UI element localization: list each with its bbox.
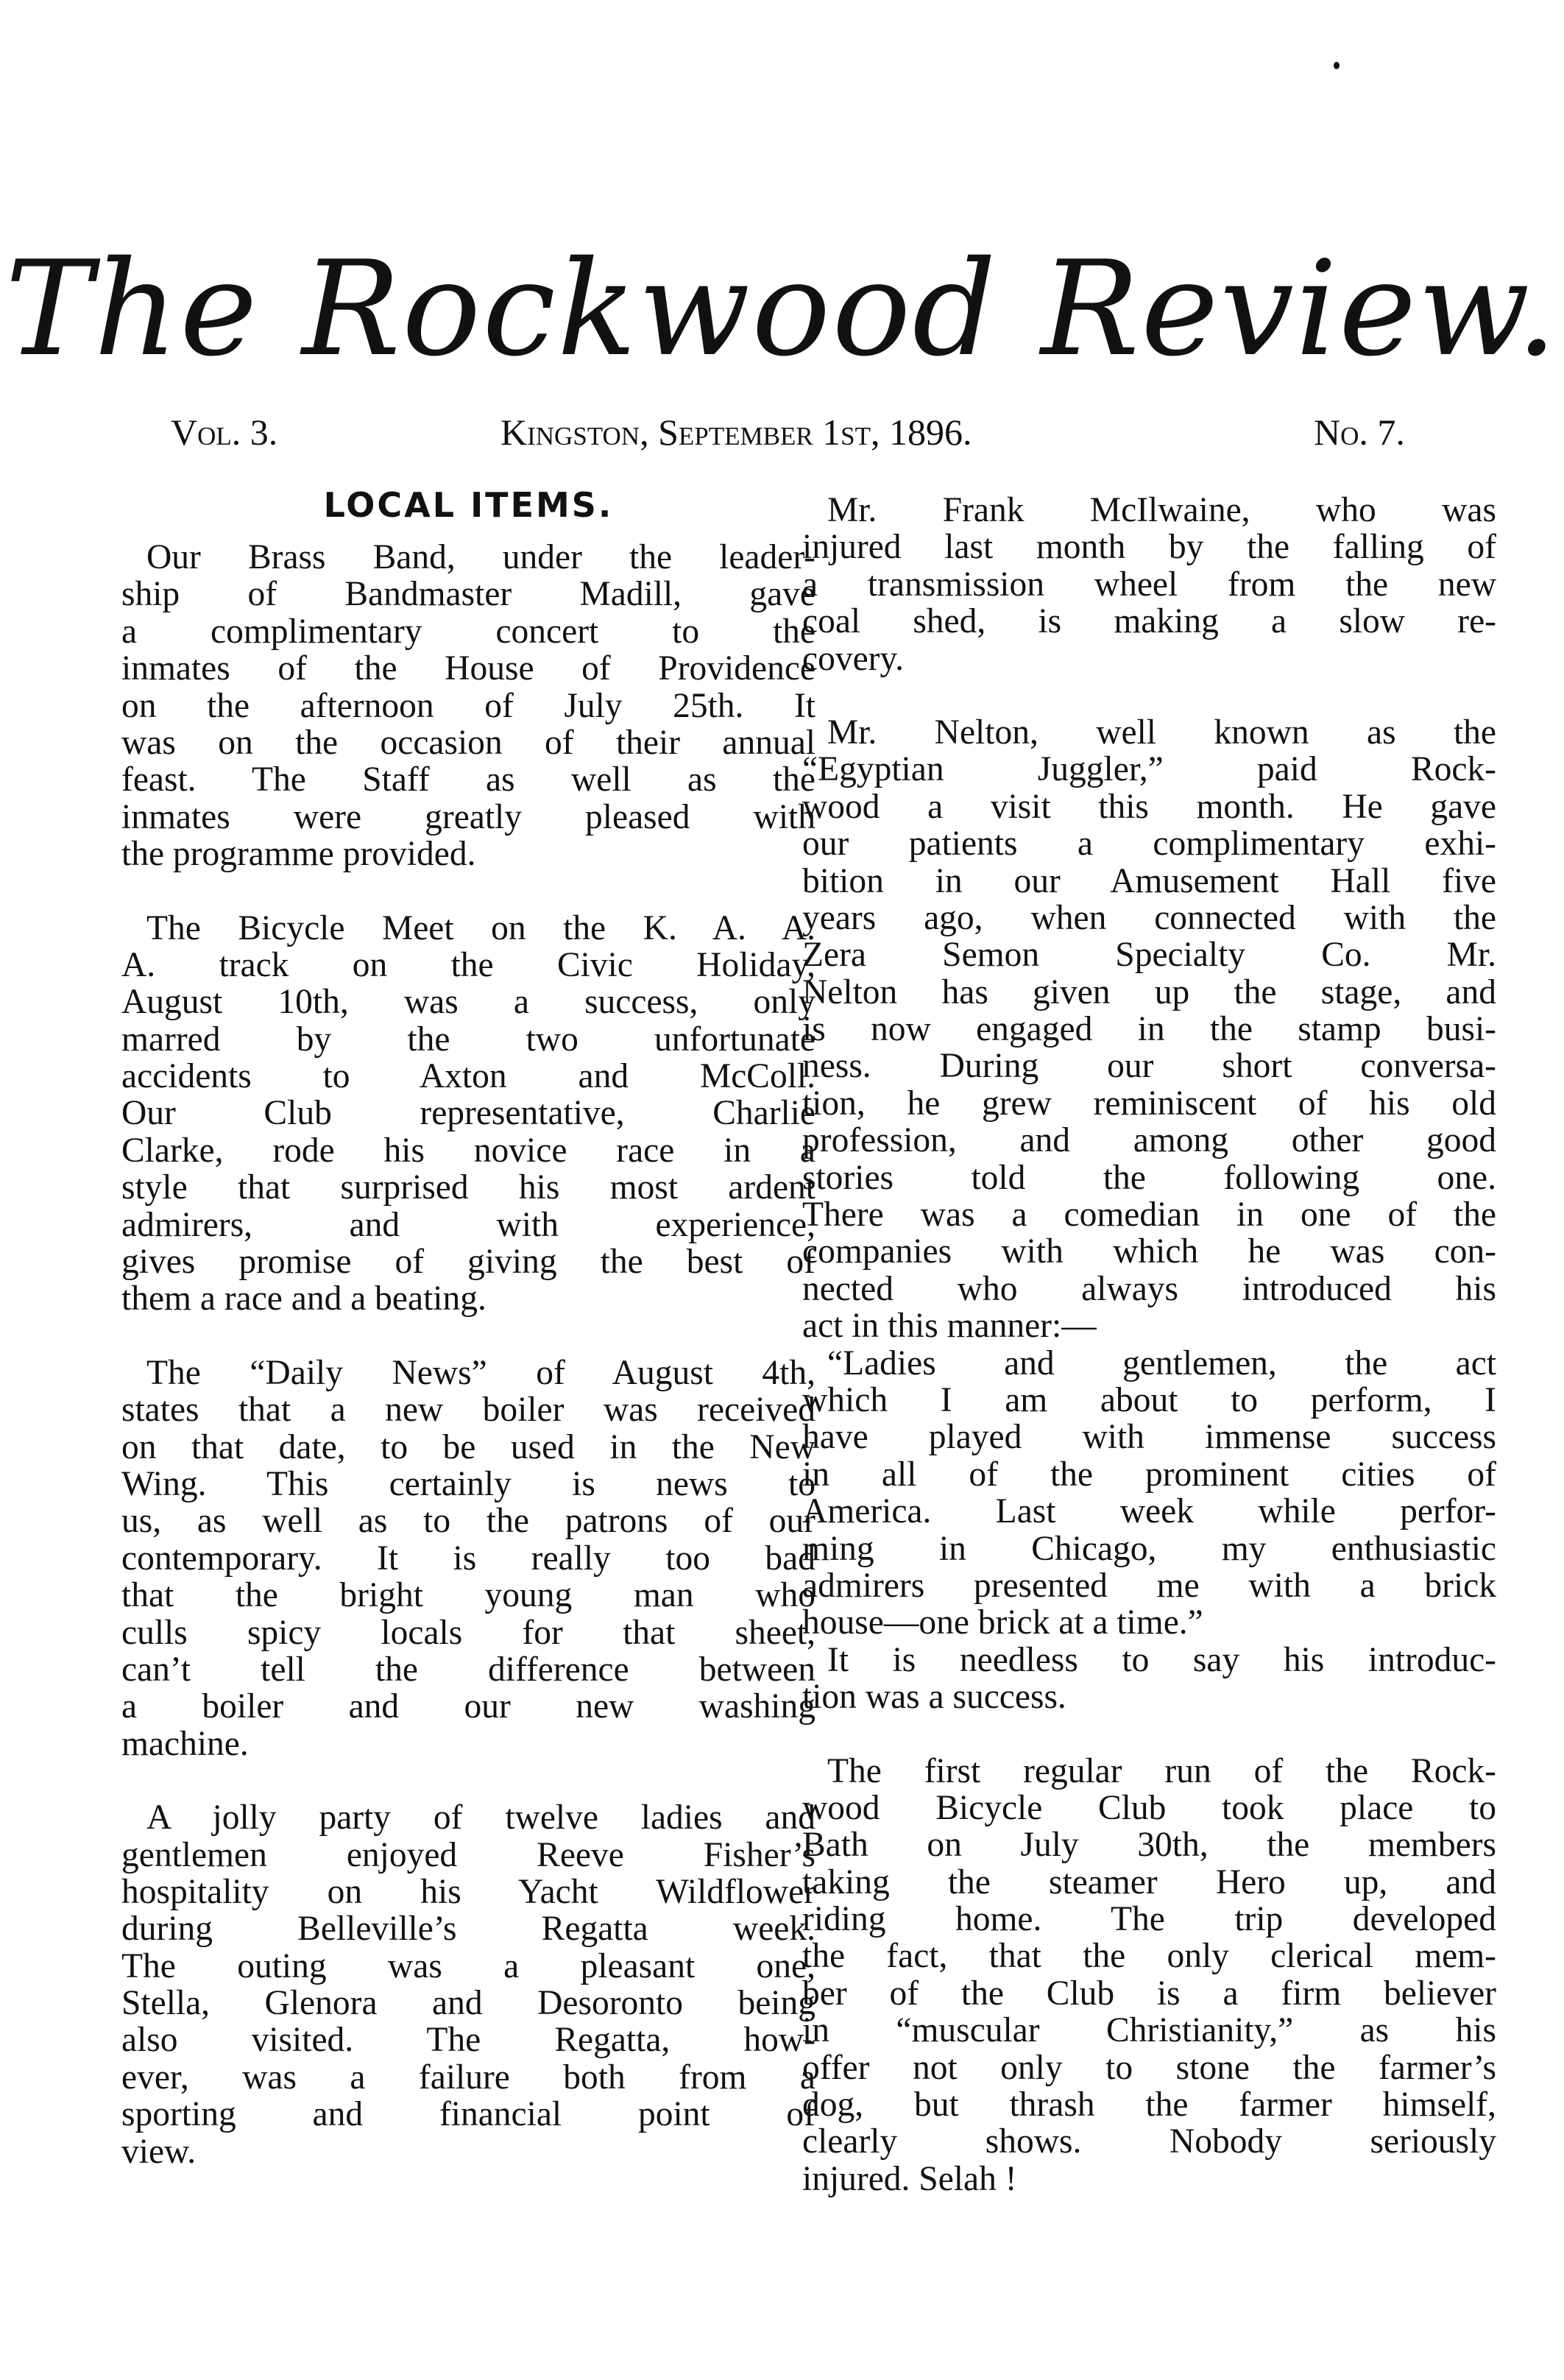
text-line: sporting and financial point of [121, 2095, 815, 2134]
text-line: which I am about to perform, I [802, 1380, 1496, 1419]
article-comedian-quote [802, 1345, 1496, 1642]
text-line: wood a visit this month. He gave [802, 787, 1496, 826]
page-speck [1334, 62, 1340, 69]
text-line: the fact, that the only clerical mem- [802, 1937, 1496, 1976]
text-line: act in this manner:— [802, 1307, 1097, 1346]
text-line: hospitality on his Yacht Wildflower [121, 1872, 815, 1911]
text-line: them a race and a beating. [121, 1279, 486, 1318]
text-line: gives promise of giving the best of [121, 1243, 815, 1282]
text-line: feast. The Staff as well as the [121, 760, 815, 799]
text-line: on the afternoon of July 25th. It [121, 686, 815, 725]
article-brass-band [121, 539, 815, 873]
text-line: that the bright young man who [121, 1576, 815, 1615]
article-daily-news [121, 1355, 815, 1762]
issue-number: No. 7. [1314, 412, 1405, 453]
text-line: nected who always introduced his [802, 1269, 1496, 1308]
text-line: covery. [802, 639, 905, 678]
text-line: clearly shows. Nobody seriously [802, 2122, 1496, 2161]
text-line: wood Bicycle Club took place to [802, 1788, 1496, 1827]
text-line: in all of the prominent cities of [802, 1455, 1496, 1494]
text-line: riding home. The trip developed [802, 1900, 1496, 1939]
text-line: The first regular run of the Rock- [827, 1751, 1496, 1790]
text-line: contemporary. It is really too bad [121, 1539, 815, 1578]
text-line: Mr. Frank McIlwaine, who was [827, 491, 1496, 529]
text-line: ship of Bandmaster Madill, gave [121, 575, 815, 614]
text-line: The “Daily News” of August 4th, [146, 1353, 815, 1392]
article-introduction-success [802, 1642, 1496, 1716]
text-line: taking the steamer Hero up, and [802, 1862, 1496, 1901]
text-line: ber of the Club is a firm believer [802, 1974, 1496, 2013]
text-line: view. [121, 2132, 197, 2171]
text-line: bition in our Amusement Hall five [802, 861, 1496, 900]
text-line: dog, but thrash the farmer himself, [802, 2086, 1496, 2125]
text-line: A jolly party of twelve ladies and [146, 1798, 815, 1837]
text-line: Wing. This certainly is news to [121, 1464, 815, 1503]
text-line: have played with immense success [802, 1418, 1496, 1457]
article-nelton [802, 714, 1496, 1345]
text-line: Mr. Nelton, well known as the [827, 713, 1496, 752]
text-line: ming in Chicago, my enthusiastic [802, 1529, 1496, 1568]
text-line: years ago, when connected with the [802, 898, 1496, 937]
text-line: Zera Semon Specialty Co. Mr. [802, 936, 1496, 975]
text-line: a transmission wheel from the new [802, 565, 1496, 604]
text-line: Nelton has given up the stage, and [802, 972, 1496, 1011]
text-line: August 10th, was a success, only [121, 983, 815, 1022]
text-line: ever, was a failure both from a [121, 2058, 815, 2097]
text-line: also visited. The Regatta, how- [121, 2021, 815, 2060]
text-line: style that surprised his most ardent [121, 1168, 815, 1207]
text-line: coal shed, is making a slow re- [802, 602, 1496, 641]
text-line: Our Brass Band, under the leader- [146, 538, 815, 576]
article-yacht-party [121, 1799, 815, 2170]
text-line: on that date, to be used in the New [121, 1427, 815, 1466]
text-line: Clarke, rode his novice race in a [121, 1131, 815, 1170]
text-line: The Bicycle Meet on the K. A. A. [146, 908, 815, 947]
text-line: There was a comedian in one of the [802, 1196, 1496, 1235]
text-line: companies with which he was con- [802, 1232, 1496, 1271]
text-line: inmates of the House of Providence [121, 649, 815, 688]
right-column [802, 492, 1496, 2197]
text-line: The outing was a pleasant one, [121, 1946, 815, 1985]
article-bicycle-club-run [802, 1753, 1496, 2198]
text-line: admirers, and with experience, [121, 1205, 815, 1244]
text-line: tion, he grew reminiscent of his old [802, 1084, 1496, 1123]
text-line: Stella, Glenora and Desoronto being [121, 1984, 815, 2023]
text-line: injured last month by the falling of [802, 528, 1496, 567]
text-line: culls spicy locals for that sheet, [121, 1613, 815, 1652]
issue-dateline: Kingston, September 1st, 1896. [500, 412, 972, 453]
text-line: ness. During our short conversa- [802, 1047, 1496, 1086]
text-line: stories told the following one. [802, 1158, 1496, 1197]
section-heading-local-items: LOCAL ITEMS. [323, 485, 614, 525]
text-line: our patients a complimentary exhi- [802, 824, 1496, 864]
text-line: was on the occasion of their annual [121, 723, 815, 762]
text-line: Bath on July 30th, the members [802, 1826, 1496, 1865]
text-line: the programme provided. [121, 835, 476, 874]
article-bicycle-meet [121, 910, 815, 1318]
text-line: a boiler and our new washing [121, 1687, 815, 1726]
text-line: inmates were greatly pleased with [121, 797, 815, 836]
text-line: machine. [121, 1724, 249, 1763]
article-mcilwaine [802, 492, 1496, 677]
text-line: “Ladies and gentlemen, the act [827, 1343, 1496, 1383]
volume-number: Vol. 3. [171, 412, 278, 453]
text-line: injured. Selah ! [802, 2159, 1017, 2198]
text-line: accidents to Axton and McColl. [121, 1057, 815, 1096]
text-line: America. Last week while perfor- [802, 1492, 1496, 1531]
text-line: tion was a success. [802, 1678, 1066, 1717]
text-line: house—one brick at a time.” [802, 1603, 1203, 1642]
text-line: offer not only to stone the farmer’s [802, 2048, 1496, 2087]
text-line: profession, and among other good [802, 1121, 1496, 1160]
masthead-title: The Rockwood Review. [4, 233, 1560, 385]
left-column [121, 479, 815, 2170]
text-line: can’t tell the difference between [121, 1650, 815, 1689]
text-line: states that a new boiler was received [121, 1391, 815, 1430]
text-line: us, as well as to the patrons of our [121, 1502, 815, 1541]
text-line: It is needless to say his introduc- [827, 1640, 1496, 1679]
text-line: a complimentary concert to the [121, 612, 815, 651]
text-line: admirers presented me with a brick [802, 1566, 1496, 1605]
text-line: marred by the two unfortunate [121, 1020, 815, 1059]
text-line: Our Club representative, Charlie [121, 1094, 815, 1133]
text-line: gentlemen enjoyed Reeve Fisher’s [121, 1835, 815, 1874]
text-line: “Egyptian Juggler,” paid Rock- [802, 750, 1496, 789]
text-line: in “muscular Christianity,” as his [802, 2011, 1496, 2050]
text-line: is now engaged in the stamp busi- [802, 1010, 1496, 1049]
text-line: A. track on the Civic Holiday, [121, 945, 815, 984]
text-line: during Belleville’s Regatta week. [121, 1910, 815, 1949]
